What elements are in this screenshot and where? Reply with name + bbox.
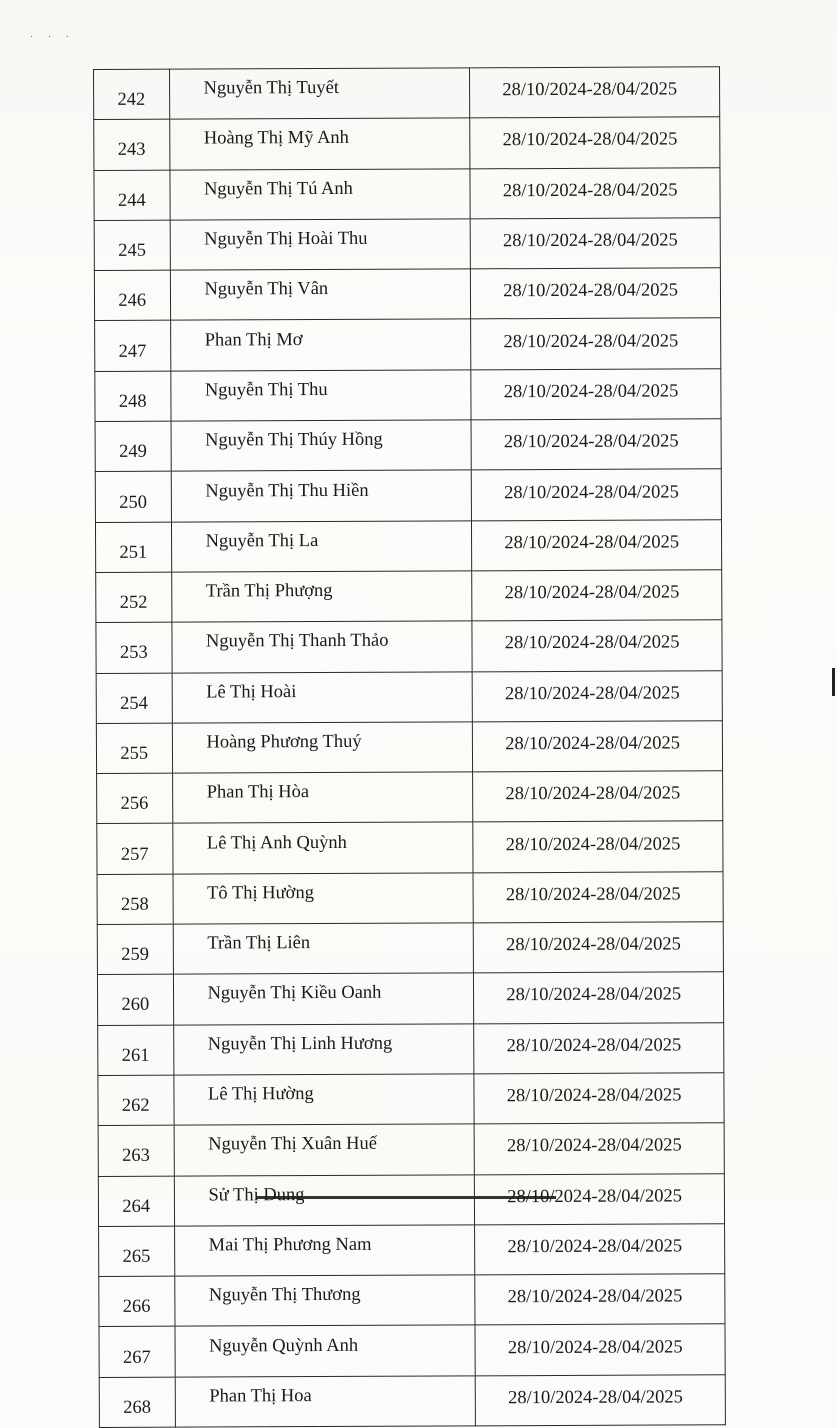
- person-name: Trần Thị Liên: [173, 923, 474, 975]
- date-range: 28/10/2024-28/04/2025: [475, 1224, 725, 1275]
- row-number: 252: [96, 572, 172, 623]
- date-range: 28/10/2024-28/04/2025: [473, 872, 723, 923]
- date-range: 28/10/2024-28/04/2025: [473, 721, 723, 772]
- row-number: 251: [95, 522, 171, 573]
- row-number: 245: [94, 220, 170, 271]
- person-name: Phan Thị Mơ: [170, 319, 471, 371]
- person-name: Nguyễn Thị Thanh Thảo: [171, 621, 472, 673]
- person-name: Nguyễn Thị Xuân Huế: [174, 1124, 475, 1176]
- person-name: Sử Thị Dung: [174, 1174, 475, 1226]
- table-row: [98, 1123, 724, 1176]
- date-range: 28/10/2024-28/04/2025: [474, 922, 724, 973]
- date-range: 28/10/2024-28/04/2025: [470, 218, 720, 269]
- date-range: 28/10/2024-28/04/2025: [470, 117, 720, 168]
- table-row: [97, 872, 723, 925]
- table-row: [96, 620, 722, 673]
- person-name: Nguyễn Thị Thương: [174, 1275, 475, 1327]
- person-name: Phan Thị Hoa: [175, 1376, 476, 1428]
- row-number: 246: [94, 270, 170, 321]
- person-name: Lê Thị Hoài: [172, 671, 473, 723]
- date-range: 28/10/2024-28/04/2025: [470, 67, 720, 118]
- date-range: 28/10/2024-28/04/2025: [474, 1022, 724, 1073]
- person-name: Nguyễn Thị Thu: [170, 370, 471, 422]
- row-number: 265: [99, 1226, 175, 1277]
- date-range: 28/10/2024-28/04/2025: [475, 1324, 725, 1375]
- row-number: 254: [96, 673, 172, 724]
- row-number: 250: [95, 472, 171, 523]
- row-number: 259: [97, 924, 173, 975]
- roster-table: [93, 66, 726, 1428]
- date-range: 28/10/2024-28/04/2025: [472, 469, 722, 520]
- table-row: [96, 670, 722, 723]
- row-number: 243: [94, 119, 170, 170]
- date-range: 28/10/2024-28/04/2025: [474, 972, 724, 1023]
- table-row: [99, 1324, 725, 1377]
- person-name: Nguyễn Thị Tuyết: [169, 68, 470, 120]
- person-name: Nguyễn Thị La: [171, 521, 472, 573]
- row-number: 244: [94, 170, 170, 221]
- date-range: 28/10/2024-28/04/2025: [474, 1073, 724, 1124]
- row-number: 267: [99, 1327, 175, 1378]
- row-number: 258: [97, 874, 173, 925]
- date-range: 28/10/2024-28/04/2025: [472, 670, 722, 721]
- table-row: [97, 922, 723, 975]
- person-name: Phan Thị Hòa: [172, 772, 473, 824]
- row-number: 249: [95, 421, 171, 472]
- row-number: 255: [96, 723, 172, 774]
- row-number: 257: [97, 824, 173, 875]
- table-row: [95, 519, 721, 572]
- table-row: [99, 1374, 725, 1427]
- date-range: 28/10/2024-28/04/2025: [472, 570, 722, 621]
- person-name: Hoàng Thị Mỹ Anh: [169, 118, 470, 170]
- table-row: [95, 318, 721, 371]
- person-name: Nguyễn Thị Kiều Oanh: [173, 973, 474, 1025]
- table-row: [99, 1274, 725, 1327]
- person-name: Nguyễn Quỳnh Anh: [175, 1325, 476, 1377]
- scan-edge-mark: [832, 668, 835, 696]
- date-range: 28/10/2024-28/04/2025: [472, 519, 722, 570]
- row-number: 248: [95, 371, 171, 422]
- date-range: 28/10/2024-28/04/2025: [475, 1173, 725, 1224]
- date-range: 28/10/2024-28/04/2025: [471, 268, 721, 319]
- person-name: Lê Thị Hường: [173, 1074, 474, 1126]
- date-range: 28/10/2024-28/04/2025: [471, 318, 721, 369]
- date-range: 28/10/2024-28/04/2025: [471, 419, 721, 470]
- row-number: 262: [98, 1075, 174, 1126]
- date-range: 28/10/2024-28/04/2025: [470, 167, 720, 218]
- row-number: 268: [99, 1377, 175, 1428]
- row-number: 253: [96, 622, 172, 673]
- table-row: [94, 268, 720, 321]
- person-name: Nguyễn Thị Vân: [170, 269, 471, 321]
- row-number: 256: [97, 773, 173, 824]
- person-name: Lê Thị Anh Quỳnh: [172, 822, 473, 874]
- person-name: Trần Thị Phượng: [171, 571, 472, 623]
- row-number: 261: [98, 1025, 174, 1076]
- table-row: [96, 721, 722, 774]
- date-range: 28/10/2024-28/04/2025: [475, 1274, 725, 1325]
- table-row: [94, 67, 720, 120]
- row-number: 242: [94, 69, 170, 120]
- date-range: 28/10/2024-28/04/2025: [471, 369, 721, 420]
- row-number: 260: [97, 975, 173, 1026]
- date-range: 28/10/2024-28/04/2025: [474, 1123, 724, 1174]
- date-range: 28/10/2024-28/04/2025: [473, 821, 723, 872]
- table-row: [94, 218, 720, 271]
- row-number: 264: [98, 1176, 174, 1227]
- table-row: [99, 1224, 725, 1277]
- row-number: 263: [98, 1125, 174, 1176]
- table-row: [97, 771, 723, 824]
- person-name: Tô Thị Hường: [173, 873, 474, 925]
- person-name: Nguyễn Thị Thúy Hồng: [171, 420, 472, 472]
- table-row: [94, 117, 720, 170]
- date-range: 28/10/2024-28/04/2025: [476, 1374, 726, 1425]
- scan-noise: · · ·: [30, 32, 75, 43]
- roster-body: [94, 67, 726, 1428]
- row-number: 266: [99, 1276, 175, 1327]
- table-row: [94, 167, 720, 220]
- table-row: [96, 570, 722, 623]
- table-row: [95, 369, 721, 422]
- person-name: Hoàng Phương Thuý: [172, 722, 473, 774]
- table-row: [97, 972, 723, 1025]
- table-row: [95, 469, 721, 522]
- person-name: Nguyễn Thị Linh Hương: [173, 1023, 474, 1075]
- table-row: [95, 419, 721, 472]
- date-range: 28/10/2024-28/04/2025: [472, 620, 722, 671]
- table-row: [97, 821, 723, 874]
- person-name: Nguyễn Thị Tú Anh: [169, 168, 470, 220]
- table-row: [98, 1073, 724, 1126]
- person-name: Nguyễn Thị Thu Hiền: [171, 470, 472, 522]
- person-name: Nguyễn Thị Hoài Thu: [170, 219, 471, 271]
- person-name: Mai Thị Phương Nam: [174, 1225, 475, 1277]
- table-row: [98, 1022, 724, 1075]
- row-number: 247: [95, 321, 171, 372]
- date-range: 28/10/2024-28/04/2025: [473, 771, 723, 822]
